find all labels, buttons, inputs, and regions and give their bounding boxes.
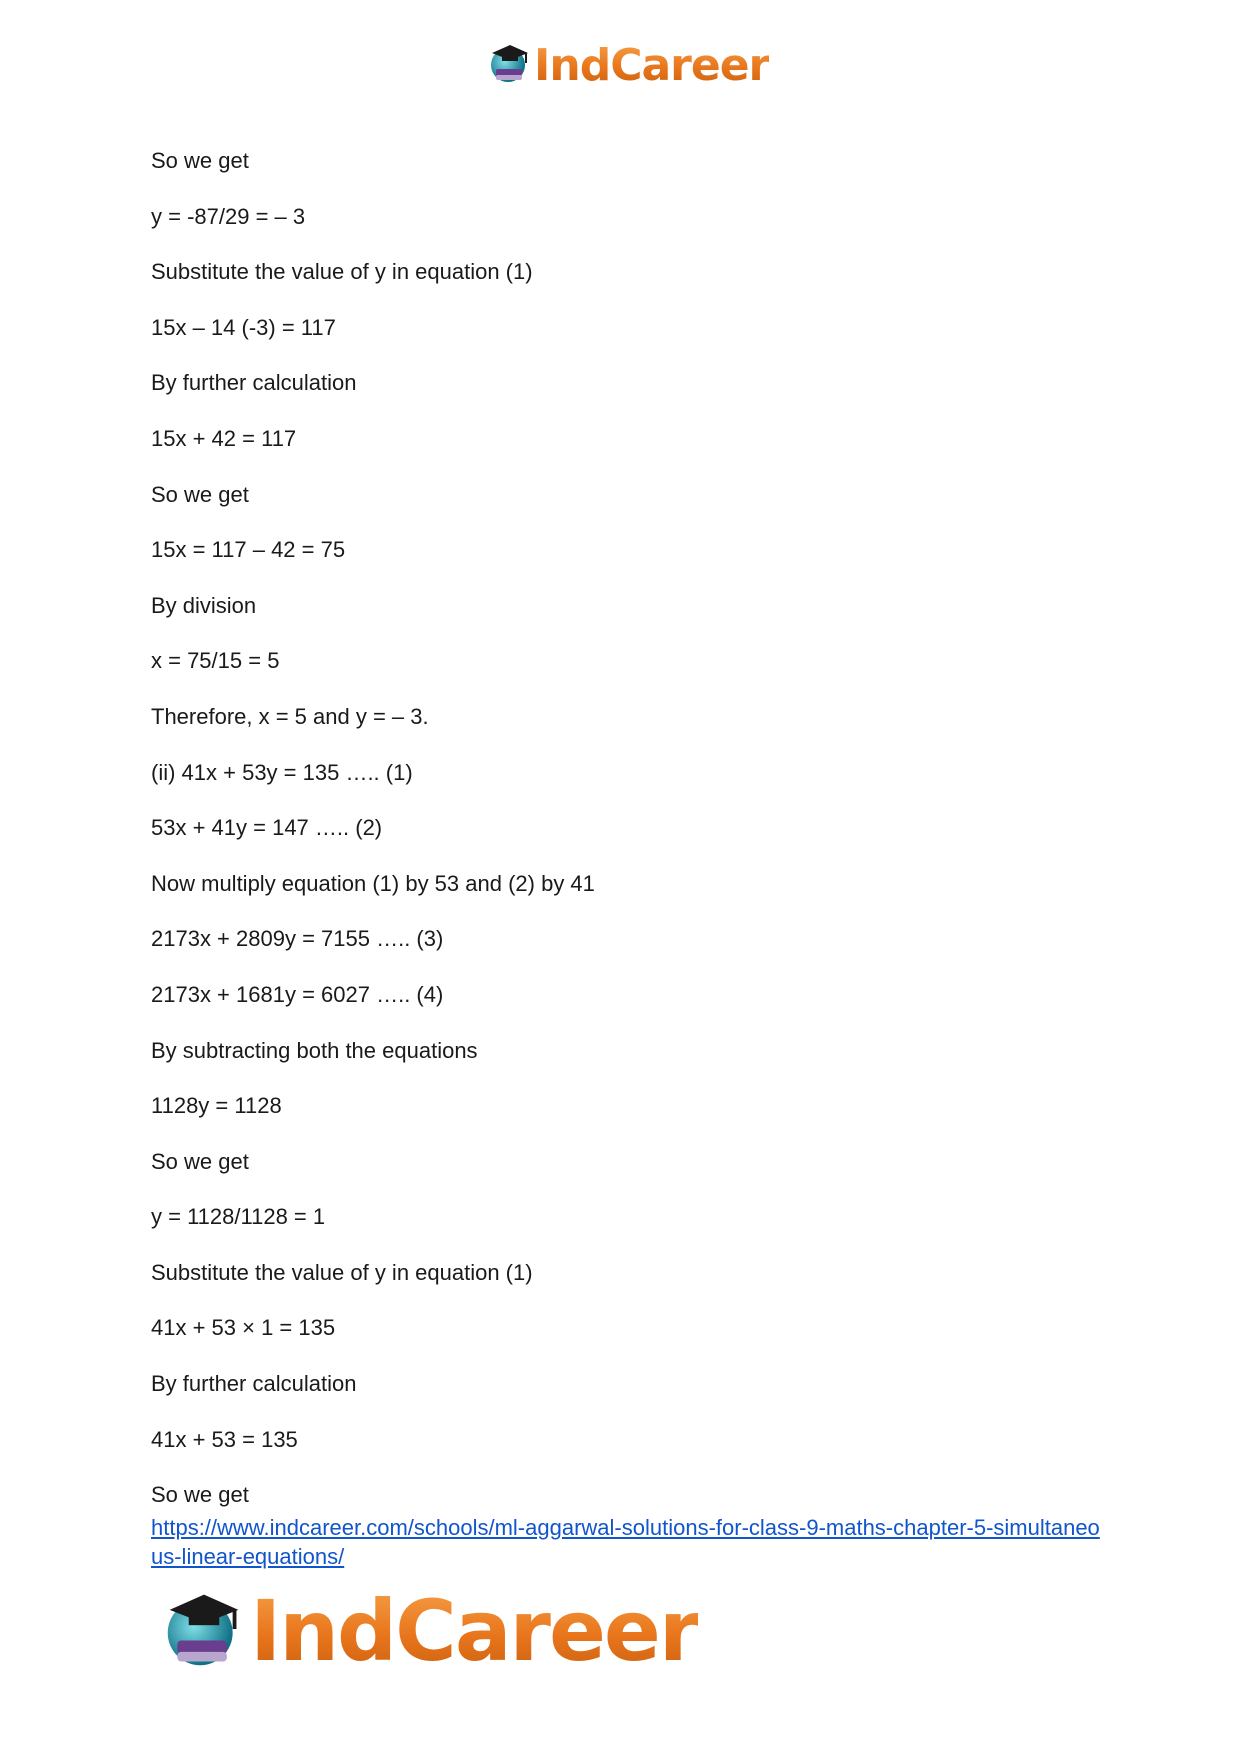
text-line: y = 1128/1128 = 1 [151,1204,326,1230]
logo-wordmark: IndCareer [250,1582,699,1680]
logo-wordmark: IndCareer [534,40,770,91]
text-line: So we get [151,148,249,173]
text-line: Substitute the value of y in equation (1) [151,1259,533,1285]
text-line: Now multiply equation (1) by 53 and (2) by 41 [151,870,595,896]
text-line: By further calculation [151,1371,357,1397]
text-line: So we get [151,481,249,507]
text-line: By subtracting both the equations [151,1037,478,1063]
graduation-cap-globe-icon [488,41,532,90]
text-line: x = 75/15 = 5 [151,648,280,674]
graduation-cap-globe-icon [162,1587,246,1676]
text-line: 2173x + 1681y = 6027 ….. (4) [151,981,444,1007]
text-line: By division [151,592,257,618]
text-line: So we get [151,1148,249,1174]
header-logo [488,40,769,91]
text-line: So we get [151,1482,249,1508]
source-link[interactable]: https://www.indcareer.com/schools/ml-aggarwal-solutions-for-class-9-maths-chapter-5-simultaneous-linear-equations/ [151,1515,1100,1569]
text-line: 53x + 41y = 147 ….. (2) [151,815,383,841]
text-line: Substitute the value of y in equation (1) [151,259,533,285]
text-line: By further calculation [151,370,357,396]
document-body [151,148,1111,1512]
text-line: 15x – 14 (-3) = 117 [151,314,336,340]
text-line: 41x + 53 = 135 [151,1426,298,1452]
footer-logo [162,1582,698,1680]
text-line: (ii) 41x + 53y = 135 ….. (1) [151,759,413,785]
text-line: 1128y = 1128 [151,1093,282,1119]
text-line: y = -87/29 = – 3 [151,203,306,229]
text-line: Therefore, x = 5 and y = – 3. [151,703,429,729]
text-line: 2173x + 2809y = 7155 ….. (3) [151,926,444,952]
text-line: 41x + 53 × 1 = 135 [151,1315,336,1341]
text-line: 15x + 42 = 117 [151,425,297,451]
text-line: 15x = 117 – 42 = 75 [151,537,346,563]
